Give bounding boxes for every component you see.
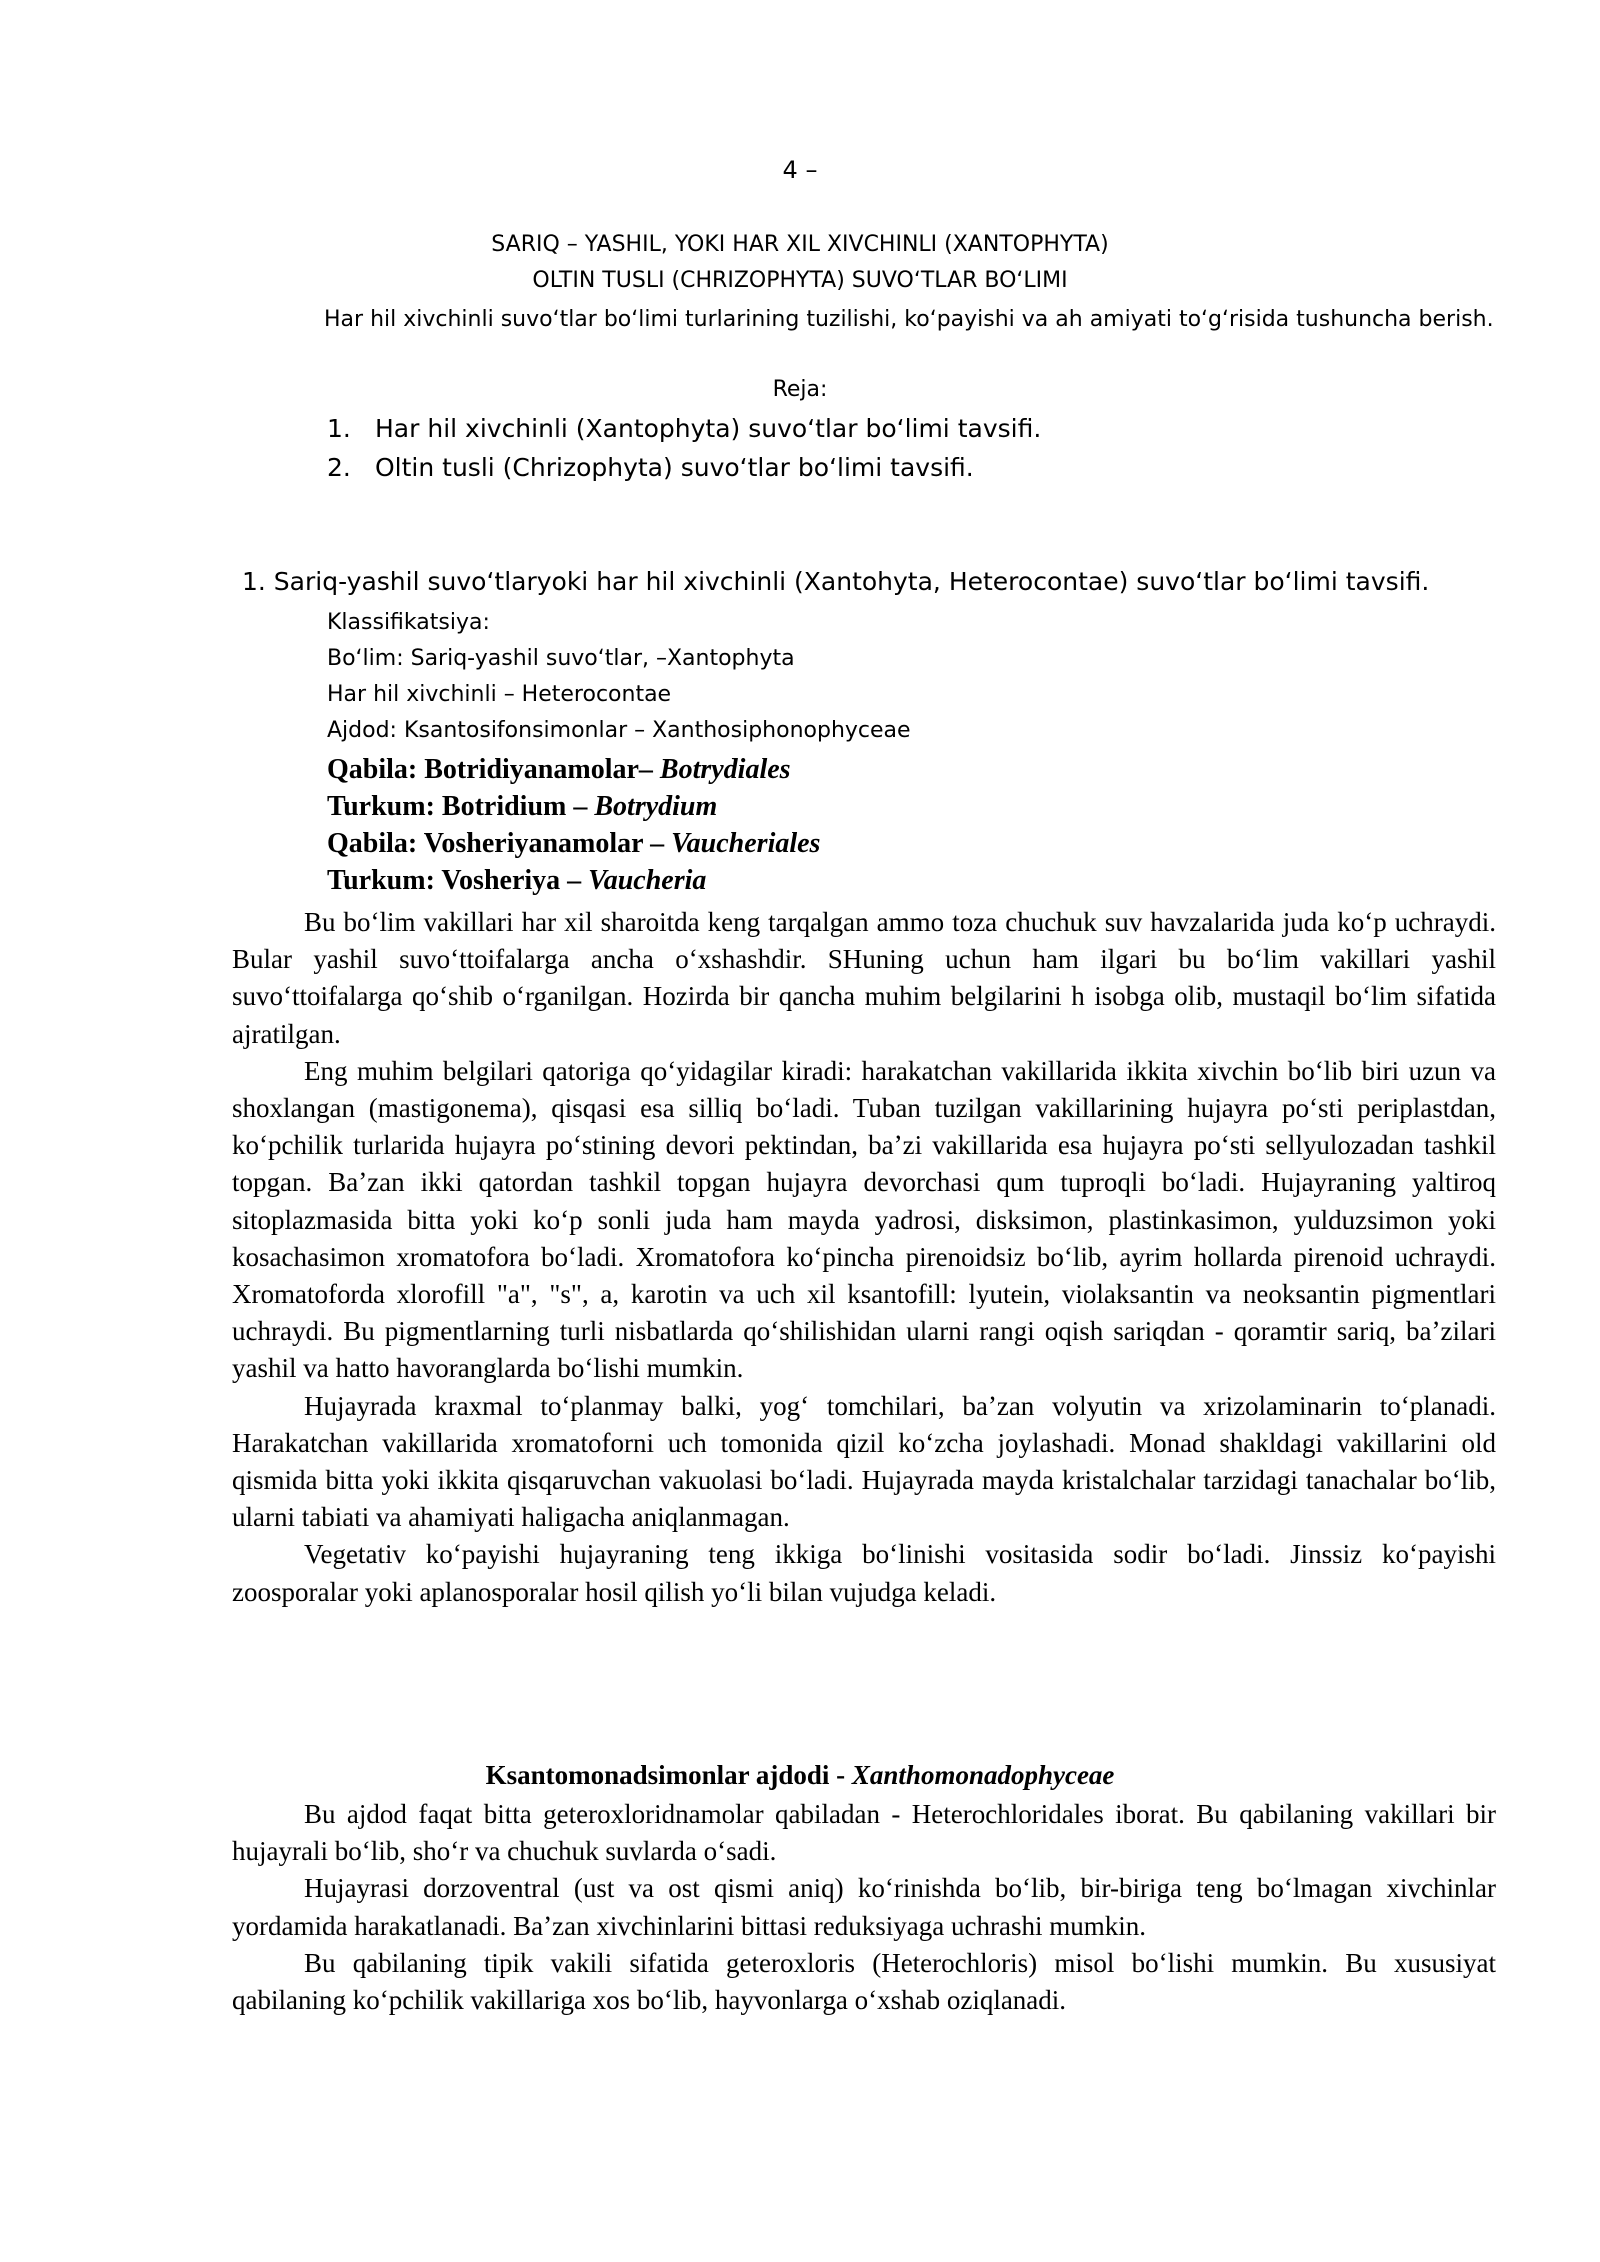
taxon-line bbox=[327, 754, 791, 786]
intro-paragraph: Har hil xivchinli suvoʻtlar boʻlimi turlarining tuzilishi, koʻpayishi va ah amiyati toʻgʻrisida tushuncha berish. bbox=[324, 307, 1494, 332]
taxon-latin: Vaucheria bbox=[588, 865, 707, 896]
title-line-1: SARIQ – YASHIL, YOKI HAR XIL XIVCHINLI (XANTOPHYTA) bbox=[491, 232, 1109, 257]
plan-item bbox=[327, 414, 1041, 443]
section-heading-latin: Xanthomonadophyceae bbox=[851, 1760, 1115, 1790]
title-line-2: OLTIN TUSLI (CHRIZOPHYTA) SUVOʻTLAR BOʻLIMI bbox=[532, 268, 1068, 293]
plan-item-number: 2. bbox=[327, 453, 351, 482]
body-paragraph: Hujayrada kraxmal toʻplanmay balki, yogʻ tomchilari, baʼzan volyutin va xrizolaminarin toʻplanadi. Harakatchan vakillarida xromatoforni uch tomonida qizil koʻzcha joylashadi. Monad shakldagi vakillarini old qismida bitta yoki ikkita qisqaruvchan vakuolasi boʻladi. Hujayrada mayda kristalchalar tarzidagi tanachalar boʻlib, ularni tabiati va ahamiyati haligacha aniqlanmagan. bbox=[232, 1390, 1496, 1533]
classification-line: Klassifikatsiya: bbox=[327, 610, 490, 635]
taxon-line bbox=[327, 865, 706, 897]
classification-line: Boʻlim: Sariq-yashil suvoʻtlar, –Xantophyta bbox=[327, 646, 795, 671]
section-heading-label: Ksantomonadsimonlar ajdodi - bbox=[485, 1760, 852, 1790]
taxon-label: Turkum: Vosheriya – bbox=[327, 865, 589, 896]
classification-line: Ajdod: Ksantosifonsimonlar – Xanthosiphonophyceae bbox=[327, 718, 911, 743]
body-section-2 bbox=[232, 1796, 1496, 2019]
taxon-latin: Botrydiales bbox=[659, 754, 791, 785]
taxon-latin: Vaucheriales bbox=[671, 828, 821, 859]
body-section-1 bbox=[232, 904, 1496, 1611]
plan-item bbox=[327, 453, 974, 482]
body-paragraph: Hujayrasi dorzoventral (ust va ost qismi aniq) koʻrinishda boʻlib, bir-biriga teng boʻlmagan xivchinlar yordamida harakatlanadi. Baʼzan xivchinlarini bittasi reduksiyaga uchrashi mumkin. bbox=[232, 1873, 1496, 1941]
taxon-line bbox=[327, 791, 717, 823]
taxon-label: Turkum: Botridium – bbox=[327, 791, 595, 822]
taxon-line bbox=[327, 828, 820, 860]
plan-item-text: Har hil xivchinli (Xantophyta) suvoʻtlar boʻlimi tavsifi. bbox=[375, 414, 1042, 443]
body-paragraph: Bu ajdod faqat bitta geteroxloridnamolar qabiladan - Heterochloridales iborat. Bu qabilaning vakillari bir hujayrali boʻlib, shoʻr va chuchuk suvlarda oʻsadi. bbox=[232, 1799, 1496, 1867]
plan-item-number: 1. bbox=[327, 414, 351, 443]
page-number: 4 – bbox=[782, 156, 818, 184]
plan-heading: Reja: bbox=[772, 377, 828, 402]
taxon-label: Qabila: Botridiyanamolar– bbox=[327, 754, 660, 785]
body-paragraph: Eng muhim belgilari qatoriga qoʻyidagilar kiradi: harakatchan vakillarida ikkita xivchin boʻlib biri uzun va shoxlangan (mastigonema), qisqasi esa silliq boʻladi. Tuban tuzilgan vakillarining hujayra poʻsti periplastdan, koʻpchilik turlarida hujayra poʻstining devori pektindan, baʼzi vakillarida esa hujayra poʻsti sellyulozadan tashkil topgan. Baʼzan ikki qatordan tashkil topgan hujayra devorchasi qum tuproqli boʻladi. Hujayraning yaltiroq sitoplazmasida bitta yoki koʻp sonli juda ham mayda yadrosi, disksimon, plastinkasimon, yulduzsimon yoki kosachasimon xromatofora boʻladi. Xromatofora koʻpincha pirenoidsiz boʻlib, ayrim hollarda pirenoid uchraydi. Xromatoforda xlorofill "a", "s", a, karotin va uch xil ksantofill: lyutein, violaksantin va neoksantin pigmentlari uchraydi. Bu pigmentlarning turli nisbatlarda qoʻshilishidan ularni rangi oqish sariqdan - qoramtir sariq, baʼzilari yashil va hatto havoranglarda boʻlishi mumkin. bbox=[232, 1055, 1496, 1384]
body-paragraph: Vegetativ koʻpayishi hujayraning teng ikkiga boʻlinishi vositasida sodir boʻladi. Jinssiz koʻpayishi zoosporalar yoki aplanosporalar hosil qilish yoʻli bilan vujudga keladi. bbox=[232, 1539, 1496, 1607]
taxon-latin: Botrydium bbox=[594, 791, 718, 822]
classification-line: Har hil xivchinli – Heterocontae bbox=[327, 682, 672, 707]
body-paragraph: Bu boʻlim vakillari har xil sharoitda keng tarqalgan ammo toza chuchuk suv havzalarida juda koʻp uchraydi. Bular yashil suvoʻttoifalarga ancha oʻxshashdir. SHuning uchun ham ilgari bu boʻlim vakillari yashil suvoʻttoifalarga qoʻshib oʻrganilgan. Hozirda bir qancha muhim belgilarini h isobga olib, mustaqil boʻlim sifatida ajratilgan. bbox=[232, 907, 1496, 1049]
taxon-label: Qabila: Vosheriyanamolar – bbox=[327, 828, 672, 859]
body-paragraph: Bu qabilaning tipik vakili sifatida geteroxloris (Heterochloris) misol boʻlishi mumkin. Bu xususiyat qabilaning koʻpchilik vakillariga xos boʻlib, hayvonlarga oʻxshab oziqlanadi. bbox=[232, 1947, 1496, 2016]
section-heading bbox=[0, 1760, 1600, 1791]
section-1-title: 1. Sariq-yashil suvoʻtlaryoki har hil xivchinli (Xantohyta, Heterocontae) suvoʻtlar boʻlimi tavsifi. bbox=[242, 567, 1430, 596]
plan-item-text: Oltin tusli (Chrizophyta) suvoʻtlar boʻlimi tavsifi. bbox=[375, 453, 974, 482]
